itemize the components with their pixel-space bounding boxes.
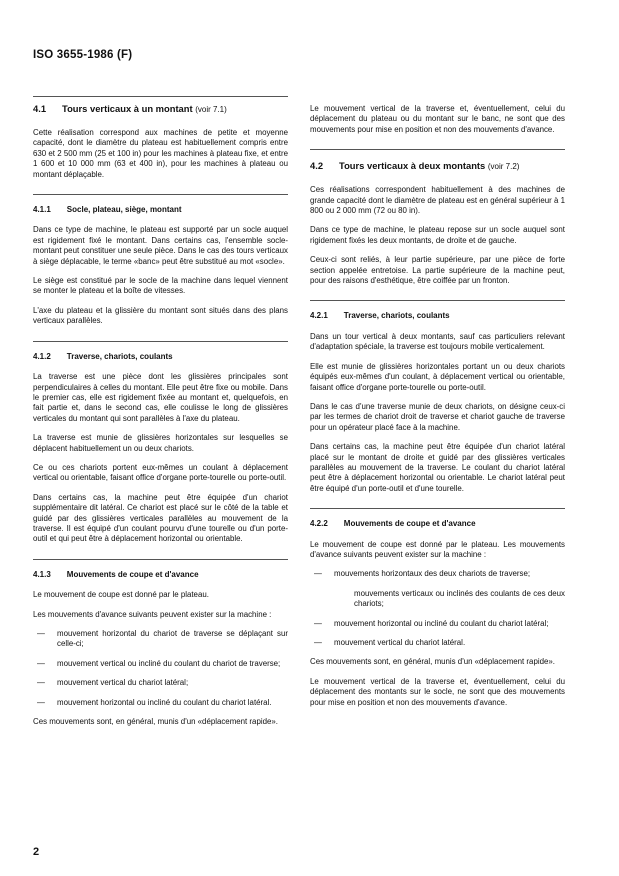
section-title: Mouvements de coupe et d'avance — [66, 569, 199, 579]
paragraph: Cette réalisation correspond aux machines de petite et moyenne capacité, dont le diamètre du plateau est habituellement compris entre 630 et 2 500 mm (25 et 100 in) pour les machines à plateau fixe, et entre 1 600 et 10 000 mm (63 et 400 in), pour les machines à plateau ou montant déplaçable. — [33, 128, 288, 179]
paragraph: L'axe du plateau et la glissière du montant sont situés dans des plans verticaux parallèles. — [33, 305, 288, 326]
dash-bullet: — — [37, 678, 45, 688]
list-item: — mouvement horizontal ou incliné du coulant du chariot latéral; — [310, 619, 565, 629]
section-reference: (voir 7.1) — [195, 105, 227, 114]
paragraph: Ces réalisations correspondent habituellement à des machines de grande capacité dont le diamètre de plateau est en général supérieur à 1 800 ou 2 000 mm (72 ou 80 in). — [310, 185, 565, 216]
paragraph: Ce ou ces chariots portent eux-mêmes un coulant à déplacement vertical ou orientable, faisant office d'organe porte-tourelle ou porte-outil. — [33, 462, 288, 483]
paragraph: Elle est munie de glissières horizontales portant un ou deux chariots équipés eux-mêmes d'un coulant, à déplacement vertical ou orientable, faisant office d'organe porte-tourelle ou porte-outil. — [310, 361, 565, 392]
paragraph: Le siège est constitué par le socle de la machine dans lequel viennent se monter le plateau et la boîte de vitesses. — [33, 276, 288, 296]
section-number: 4.2.2 — [310, 519, 328, 529]
paragraph: Dans un tour vertical à deux montants, sauf cas particuliers relevant d'adaptation spéciale, la traverse est toujours mobile verticalement. — [310, 331, 565, 352]
section-divider — [33, 194, 288, 195]
section-divider — [310, 149, 565, 150]
right-column — [310, 104, 565, 717]
section-title: Mouvements de coupe et d'avance — [343, 519, 476, 529]
section-number: 4.1.3 — [33, 569, 51, 579]
section-number: 4.1.2 — [33, 351, 51, 361]
dash-bullet: — — [37, 629, 45, 638]
section-title: Traverse, chariots, coulants — [343, 311, 450, 321]
section-number: 4.1.1 — [33, 205, 51, 215]
list-item: — mouvements horizontaux des deux chariots de traverse; — [310, 569, 565, 579]
dash-bullet: — — [37, 697, 45, 707]
paragraph: La traverse est une pièce dont les glissières principales sont perpendiculaires à celles du montant. Elle peut être fixe ou mobile. Dans le premier cas, elle est rigidement fixée au montant et, quelquefois, en fait partie et, dans le second cas, elle coulisse le long de glissières verticales du montant qui sont parallèles à l'axe du plateau. — [33, 372, 288, 423]
paragraph: Dans le cas d'une traverse munie de deux chariots, on désigne ceux-ci par les termes de chariot droit de traverse et chariot gauche de traverse pour un opérateur placé face à la machine. — [310, 401, 565, 432]
paragraph: Ces mouvements sont, en général, munis d'un «déplacement rapide». — [33, 717, 278, 727]
dash-bullet: — — [314, 618, 322, 628]
list-item: — mouvement horizontal du chariot de traverse se déplaçant sur celle-ci; — [33, 629, 288, 650]
section-divider — [33, 341, 288, 342]
list-item: mouvements verticaux ou inclinés des coulants de ces deux chariots; — [354, 588, 565, 609]
paragraph: Le mouvement de coupe est donné par le plateau. Les mouvements d'avance suivants peuvent exister sur la machine : — [310, 539, 565, 559]
section-4-1-3-heading — [33, 570, 288, 580]
paragraph: Ceux-ci sont reliés, à leur partie supérieure, par une pièce de forte section appelée entretoise. La partie supérieure de la machine peut, pour des raisons d'esthétique, être coiffée par un fronton. — [310, 255, 565, 286]
section-title: Tours verticaux à deux montants — [339, 160, 486, 172]
section-divider — [310, 300, 565, 301]
paragraph: Le mouvement de coupe est donné par le plateau. — [33, 590, 209, 600]
list-item: — mouvement vertical ou incliné du coulant du chariot de traverse; — [33, 659, 288, 669]
page-number: 2 — [33, 846, 40, 858]
section-divider — [310, 508, 565, 509]
section-title: Tours verticaux à un montant — [62, 103, 193, 114]
section-4-1-heading — [33, 103, 288, 116]
section-divider — [33, 96, 288, 97]
section-4-1-2-heading — [33, 352, 288, 362]
paragraph: Dans ce type de machine, le plateau repose sur un socle auquel sont rigidement fixés les deux montants, de droite et de gauche. — [310, 225, 565, 245]
section-title: Traverse, chariots, coulants — [66, 351, 173, 361]
section-number: 4.2.1 — [310, 311, 328, 321]
dash-bullet: — — [314, 638, 322, 647]
left-column — [33, 104, 288, 736]
dash-bullet: — — [314, 569, 322, 579]
section-number: 4.1 — [33, 103, 47, 114]
paragraph: Le mouvement vertical de la traverse et, éventuellement, celui du déplacement du plateau ou du montant sur le banc, ne sont que des mouvements pour mise en position et non des mouvements d'avance. — [310, 104, 565, 134]
document-header: ISO 3655-1986 (F) — [33, 49, 133, 61]
paragraph: Le mouvement vertical de la traverse et, éventuellement, celui du déplacement des montants sur le socle, ne sont que des mouvements pour mise en position et non des mouvements d'avance. — [310, 676, 565, 707]
list-item: — mouvement vertical du chariot latéral. — [310, 638, 565, 648]
list-item: — mouvement horizontal ou incliné du coulant du chariot latéral. — [33, 698, 288, 708]
section-4-2-2-heading — [310, 519, 565, 529]
section-4-2-1-heading — [310, 311, 565, 321]
dash-bullet: — — [37, 658, 45, 668]
section-number: 4.2 — [310, 160, 324, 172]
paragraph: La traverse est munie de glissières horizontales sur lesquelles se déplacent habituellement un ou deux chariots. — [33, 433, 288, 453]
section-reference: (voir 7.2) — [487, 162, 520, 172]
section-divider — [33, 559, 288, 560]
section-4-2-heading — [310, 160, 565, 173]
paragraph: Les mouvements d'avance suivants peuvent exister sur la machine : — [33, 609, 272, 619]
section-4-1-1-heading — [33, 205, 288, 215]
list-item: — mouvement vertical du chariot latéral; — [33, 678, 288, 688]
paragraph: Dans certains cas, la machine peut être équipée d'un chariot supplémentaire dit latéral. Ce chariot est placé sur le côté de la table et guidé par des glissières verticales parallèles au mouvement de la traverse. Il est équipé d'un coulant pourvu d'une tourelle ou d'un porte-outil et qui peut être à déplacement horizontal ou orientable. — [33, 492, 288, 544]
section-title: Socle, plateau, siège, montant — [66, 205, 182, 215]
paragraph: Ces mouvements sont, en général, munis d'un «déplacement rapide». — [310, 657, 555, 667]
paragraph: Dans ce type de machine, le plateau est supporté par un socle auquel est rigidement fixé le montant. Dans certains cas, l'ensemble socle-montant peut constituer une seule pièce. Dans le cas des tours verticaux à siège déplacable, le terme «banc» peut être substitué au mot «socle». — [33, 225, 288, 266]
paragraph: Dans certains cas, la machine peut être équipée d'un chariot latéral placé sur le montant de droite et guidé par des glissières verticales parallèles au mouvement de la traverse. Le coulant du chariot latéral peut être à déplacement horizontal ou orientable. Le chariot latéral peut être équipé d'un porte-outil et d'une tourelle. — [310, 442, 565, 493]
